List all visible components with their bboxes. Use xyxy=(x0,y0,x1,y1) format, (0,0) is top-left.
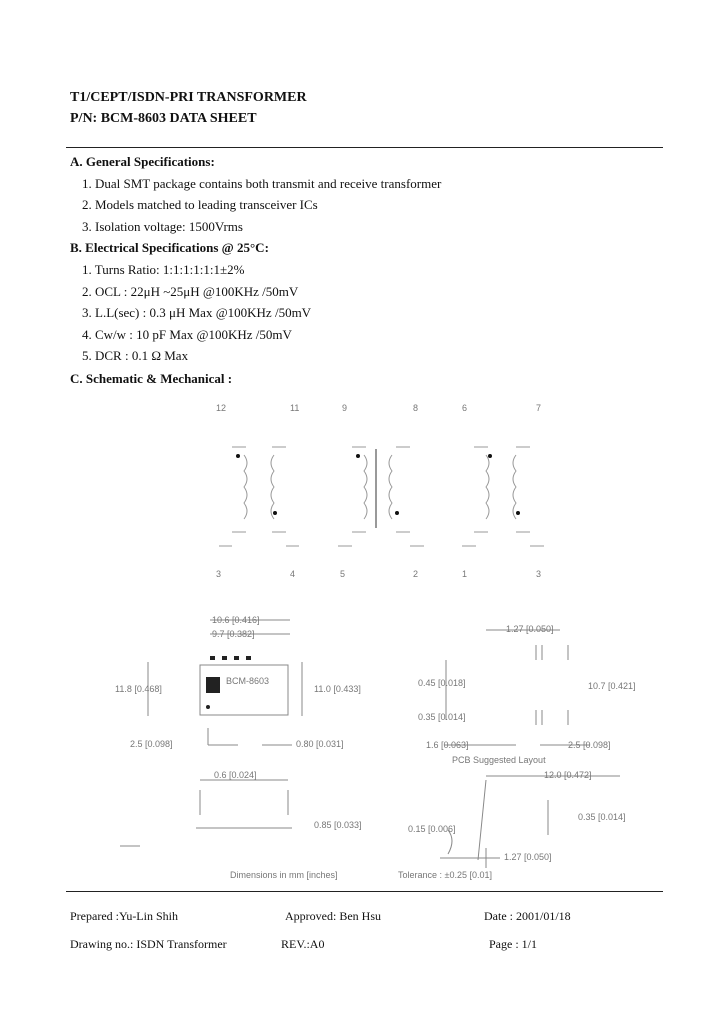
dimension-label: 11.8 [0.468] xyxy=(115,684,162,694)
page-number: Page : 1/1 xyxy=(489,937,537,951)
dimension-label: 0.80 [0.031] xyxy=(296,739,344,749)
revision: REV.:A0 xyxy=(281,937,325,951)
schematic-heading: C. Schematic & Mechanical : xyxy=(70,371,233,386)
units-note: Dimensions in mm [inches] xyxy=(230,870,338,880)
chip-marking: BCM-8603 xyxy=(226,676,270,686)
electrical-spec-item: 2. OCL : 22μH ~25μH @100KHz /50mV xyxy=(82,284,299,299)
dimension-label: 1.27 [0.050] xyxy=(506,624,554,634)
electrical-spec-item: 3. L.L(sec) : 0.3 μH Max @100KHz /50mV xyxy=(82,305,312,320)
general-spec-item: 3. Isolation voltage: 1500Vrms xyxy=(82,219,243,234)
dimension-label: 10.7 [0.421] xyxy=(588,681,636,691)
dimension-label: 10.6 [0.416] xyxy=(212,615,260,625)
pin-label: 2 xyxy=(413,569,419,579)
dimension-label: 1.27 [0.050] xyxy=(504,852,552,862)
dimension-label: 12.0 [0.472] xyxy=(544,770,592,780)
dimension-label: 11.0 [0.433] xyxy=(314,684,361,694)
pin-label: 6 xyxy=(462,403,468,413)
dimension-label: 0.45 [0.018] xyxy=(418,678,466,688)
approved-by: Approved: Ben Hsu xyxy=(285,909,381,923)
pin-label: 9 xyxy=(342,403,348,413)
pin-label: 1 xyxy=(462,569,468,579)
electrical-spec-item: 5. DCR : 0.1 Ω Max xyxy=(82,348,189,363)
pin-label: 12 xyxy=(216,403,227,413)
dimension-label: 0.15 [0.006] xyxy=(408,824,456,834)
prepared-by: Prepared :Yu-Lin Shih xyxy=(70,909,178,923)
electrical-spec-item: 4. Cw/w : 10 pF Max @100KHz /50mV xyxy=(82,327,292,342)
general-spec-item: 2. Models matched to leading transceiver ICs xyxy=(82,197,318,212)
pin-label: 8 xyxy=(413,403,419,413)
electrical-spec-item: 1. Turns Ratio: 1:1:1:1:1:1±2% xyxy=(82,262,245,277)
dimension-label: 0.85 [0.033] xyxy=(314,820,362,830)
dimension-label: 0.35 [0.014] xyxy=(578,812,626,822)
document-date: Date : 2001/01/18 xyxy=(484,909,571,923)
general-spec-heading: A. General Specifications: xyxy=(70,154,215,169)
electrical-spec-heading: B. Electrical Specifications @ 25°C: xyxy=(70,240,269,255)
general-spec-item: 1. Dual SMT package contains both transmit and receive transformer xyxy=(82,176,442,191)
dimension-label: 9.7 [0.382] xyxy=(212,629,255,639)
dimension-label: 2.5 [0.098] xyxy=(568,740,611,750)
pin-label: 5 xyxy=(340,569,346,579)
part-number: P/N: BCM-8603 DATA SHEET xyxy=(70,111,257,126)
pin-label: 3 xyxy=(536,569,542,579)
dimension-label: 2.5 [0.098] xyxy=(130,739,173,749)
pcb-layout-caption: PCB Suggested Layout xyxy=(452,755,546,765)
dimension-label: 0.35 [0.014] xyxy=(418,712,466,722)
document-title: T1/CEPT/ISDN-PRI TRANSFORMER xyxy=(70,90,307,105)
drawing-number: Drawing no.: ISDN Transformer xyxy=(70,937,227,951)
pin-label: 11 xyxy=(290,403,300,413)
tolerance-note: Tolerance : ±0.25 [0.01] xyxy=(398,870,492,880)
pin-label: 4 xyxy=(290,569,296,579)
dimension-label: 0.6 [0.024] xyxy=(214,770,257,780)
pin-label: 3 xyxy=(216,569,222,579)
footer-divider xyxy=(66,891,663,892)
dimension-label: 1.6 [0.063] xyxy=(426,740,469,750)
header-divider xyxy=(66,147,663,148)
pin-label: 7 xyxy=(536,403,542,413)
